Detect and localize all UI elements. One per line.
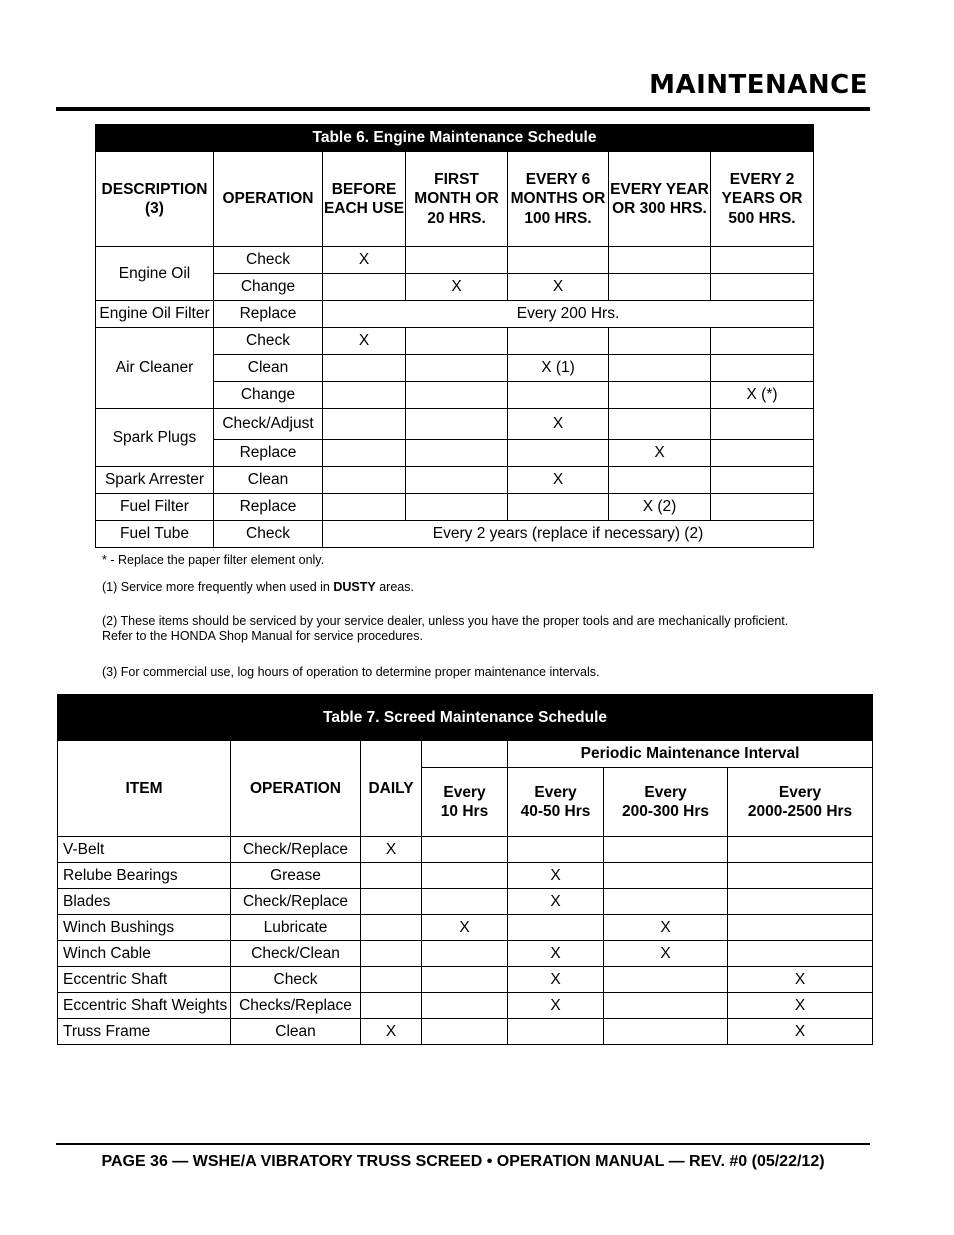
mark-cell: [604, 863, 728, 889]
mark-cell: X: [508, 863, 604, 889]
column-header: FIRST MONTH OR 20 HRS.: [406, 152, 508, 247]
table-row: [96, 409, 814, 440]
mark-cell: [323, 494, 406, 521]
mark-cell: [711, 409, 814, 440]
note-3: (3) For commercial use, log hours of operation to determine proper maintenance intervals.: [102, 665, 600, 679]
mark-cell: [711, 494, 814, 521]
column-header-periodic: Periodic Maintenance Interval: [508, 741, 873, 768]
mark-cell: [508, 328, 609, 355]
column-header: DESCRIPTION (3): [96, 152, 214, 247]
note-1-emphasis: DUSTY: [333, 580, 376, 594]
mark-cell: [406, 247, 508, 274]
table-row: [58, 863, 873, 889]
item-cell: Winch Cable: [58, 941, 231, 967]
table-row: [58, 889, 873, 915]
mark-cell: [609, 247, 711, 274]
mark-cell: [711, 467, 814, 494]
operation-cell: Lubricate: [231, 915, 361, 941]
mark-cell: [422, 993, 508, 1019]
table-row: [96, 467, 814, 494]
mark-cell: X: [508, 889, 604, 915]
mark-cell: [406, 440, 508, 467]
mark-cell: [609, 467, 711, 494]
item-cell: Blades: [58, 889, 231, 915]
column-header: EVERY 6 MONTHS OR 100 HRS.: [508, 152, 609, 247]
column-header-operation: OPERATION: [231, 741, 361, 837]
item-cell: Eccentric Shaft Weights: [58, 993, 231, 1019]
item-cell: Winch Bushings: [58, 915, 231, 941]
mark-cell: [406, 494, 508, 521]
screed-table-body: [58, 837, 873, 1045]
mark-cell: [361, 915, 422, 941]
mark-cell: X: [508, 274, 609, 301]
note-star: * - Replace the paper filter element only.: [102, 553, 325, 567]
item-cell: Relube Bearings: [58, 863, 231, 889]
operation-cell: Check: [214, 247, 323, 274]
mark-cell: [422, 863, 508, 889]
mark-cell: [604, 993, 728, 1019]
mark-cell: [361, 889, 422, 915]
operation-cell: Change: [214, 382, 323, 409]
operation-cell: Check/Replace: [231, 837, 361, 863]
mark-cell: [609, 382, 711, 409]
mark-cell: X (*): [711, 382, 814, 409]
mark-cell: X: [406, 274, 508, 301]
engine-maintenance-table: [95, 124, 814, 548]
mark-cell: [609, 328, 711, 355]
mark-cell: [508, 1019, 604, 1045]
note-2-line-2: Refer to the HONDA Shop Manual for service procedures.: [102, 629, 423, 643]
page-section-title: MAINTENANCE: [649, 70, 868, 100]
interval-span-cell: Every 2 years (replace if necessary) (2): [323, 521, 814, 548]
header-rule: [56, 107, 870, 111]
note-2-line-1: (2) These items should be serviced by your service dealer, unless you have the proper tools and are mechanically proficient.: [102, 614, 789, 628]
mark-cell: [323, 355, 406, 382]
interval-span-cell: Every 200 Hrs.: [323, 301, 814, 328]
mark-cell: [508, 440, 609, 467]
description-cell: Fuel Tube: [96, 521, 214, 548]
mark-cell: [361, 993, 422, 1019]
mark-cell: [711, 328, 814, 355]
table-row: [58, 837, 873, 863]
note-1: [102, 580, 822, 595]
mark-cell: [728, 915, 873, 941]
mark-cell: [604, 967, 728, 993]
table-row: [58, 1019, 873, 1045]
mark-cell: X: [508, 409, 609, 440]
mark-cell: [323, 440, 406, 467]
mark-cell: [508, 494, 609, 521]
mark-cell: X: [604, 941, 728, 967]
note-2: [102, 614, 822, 644]
table-row: [96, 301, 814, 328]
mark-cell: [711, 274, 814, 301]
operation-cell: Clean: [214, 355, 323, 382]
description-cell: Engine Oil Filter: [96, 301, 214, 328]
description-cell: Spark Plugs: [96, 409, 214, 467]
mark-cell: [361, 863, 422, 889]
column-header: BEFORE EACH USE: [323, 152, 406, 247]
note-1-text: (1) Service more frequently when used in: [102, 580, 334, 594]
table-row: [58, 915, 873, 941]
column-header-interval: Every 2000-2500 Hrs: [728, 768, 873, 837]
table-row: [96, 494, 814, 521]
table-row: [58, 967, 873, 993]
description-cell: Air Cleaner: [96, 328, 214, 409]
mark-cell: [609, 355, 711, 382]
mark-cell: [406, 409, 508, 440]
column-header: OPERATION: [214, 152, 323, 247]
mark-cell: [422, 967, 508, 993]
mark-cell: X: [728, 993, 873, 1019]
description-cell: Spark Arrester: [96, 467, 214, 494]
mark-cell: X: [422, 915, 508, 941]
operation-cell: Check: [214, 328, 323, 355]
operation-cell: Replace: [214, 494, 323, 521]
mark-cell: X: [508, 967, 604, 993]
mark-cell: [422, 941, 508, 967]
mark-cell: [508, 247, 609, 274]
operation-cell: Check/Replace: [231, 889, 361, 915]
mark-cell: [422, 1019, 508, 1045]
column-header: EVERY 2 YEARS OR 500 HRS.: [711, 152, 814, 247]
mark-cell: [406, 355, 508, 382]
operation-cell: Clean: [231, 1019, 361, 1045]
mark-cell: X: [609, 440, 711, 467]
mark-cell: [422, 837, 508, 863]
mark-cell: [604, 837, 728, 863]
mark-cell: [323, 467, 406, 494]
screed-maintenance-table: [57, 694, 873, 1045]
mark-cell: X: [728, 1019, 873, 1045]
table-caption: Table 7. Screed Maintenance Schedule: [58, 695, 873, 741]
column-header-daily: DAILY: [361, 741, 422, 837]
mark-cell: X: [361, 837, 422, 863]
table-caption: Table 6. Engine Maintenance Schedule: [96, 125, 814, 152]
mark-cell: [728, 837, 873, 863]
table-row: [58, 941, 873, 967]
mark-cell: [361, 941, 422, 967]
mark-cell: X: [508, 941, 604, 967]
table-row: [96, 247, 814, 274]
page-footer: PAGE 36 — WSHE/A VIBRATORY TRUSS SCREED • OPERATION MANUAL — REV. #0 (05/22/12): [101, 1153, 825, 1170]
mark-cell: X (2): [609, 494, 711, 521]
operation-cell: Check/Clean: [231, 941, 361, 967]
mark-cell: [508, 915, 604, 941]
table-row: [96, 521, 814, 548]
mark-cell: X: [728, 967, 873, 993]
operation-cell: Replace: [214, 440, 323, 467]
empty-header-cell: [422, 741, 508, 768]
operation-cell: Change: [214, 274, 323, 301]
column-header: EVERY YEAR OR 300 HRS.: [609, 152, 711, 247]
mark-cell: [711, 440, 814, 467]
mark-cell: [508, 837, 604, 863]
mark-cell: [406, 382, 508, 409]
mark-cell: [323, 382, 406, 409]
mark-cell: X: [508, 993, 604, 1019]
mark-cell: [609, 274, 711, 301]
column-header-interval: Every 40-50 Hrs: [508, 768, 604, 837]
column-header-interval: Every 10 Hrs: [422, 768, 508, 837]
mark-cell: [728, 889, 873, 915]
operation-cell: Grease: [231, 863, 361, 889]
operation-cell: Clean: [214, 467, 323, 494]
footer-rule: [56, 1143, 870, 1145]
operation-cell: Check/Adjust: [214, 409, 323, 440]
note-1-text-end: areas.: [375, 580, 414, 594]
column-header-interval: Every 200-300 Hrs: [604, 768, 728, 837]
mark-cell: X: [323, 247, 406, 274]
item-cell: Eccentric Shaft: [58, 967, 231, 993]
column-header-item: ITEM: [58, 741, 231, 837]
mark-cell: X: [323, 328, 406, 355]
mark-cell: [728, 941, 873, 967]
operation-cell: Check: [231, 967, 361, 993]
mark-cell: [323, 409, 406, 440]
item-cell: V-Belt: [58, 837, 231, 863]
mark-cell: X (1): [508, 355, 609, 382]
mark-cell: [711, 247, 814, 274]
mark-cell: [728, 863, 873, 889]
mark-cell: X: [604, 915, 728, 941]
table-row: [58, 993, 873, 1019]
mark-cell: [406, 467, 508, 494]
mark-cell: [323, 274, 406, 301]
description-cell: Engine Oil: [96, 247, 214, 301]
operation-cell: Check: [214, 521, 323, 548]
mark-cell: X: [361, 1019, 422, 1045]
mark-cell: [604, 1019, 728, 1045]
operation-cell: Checks/Replace: [231, 993, 361, 1019]
mark-cell: [508, 382, 609, 409]
description-cell: Fuel Filter: [96, 494, 214, 521]
table-row: [96, 328, 814, 355]
mark-cell: X: [508, 467, 609, 494]
mark-cell: [422, 889, 508, 915]
mark-cell: [711, 355, 814, 382]
mark-cell: [604, 889, 728, 915]
item-cell: Truss Frame: [58, 1019, 231, 1045]
mark-cell: [609, 409, 711, 440]
mark-cell: [406, 328, 508, 355]
mark-cell: [361, 967, 422, 993]
operation-cell: Replace: [214, 301, 323, 328]
